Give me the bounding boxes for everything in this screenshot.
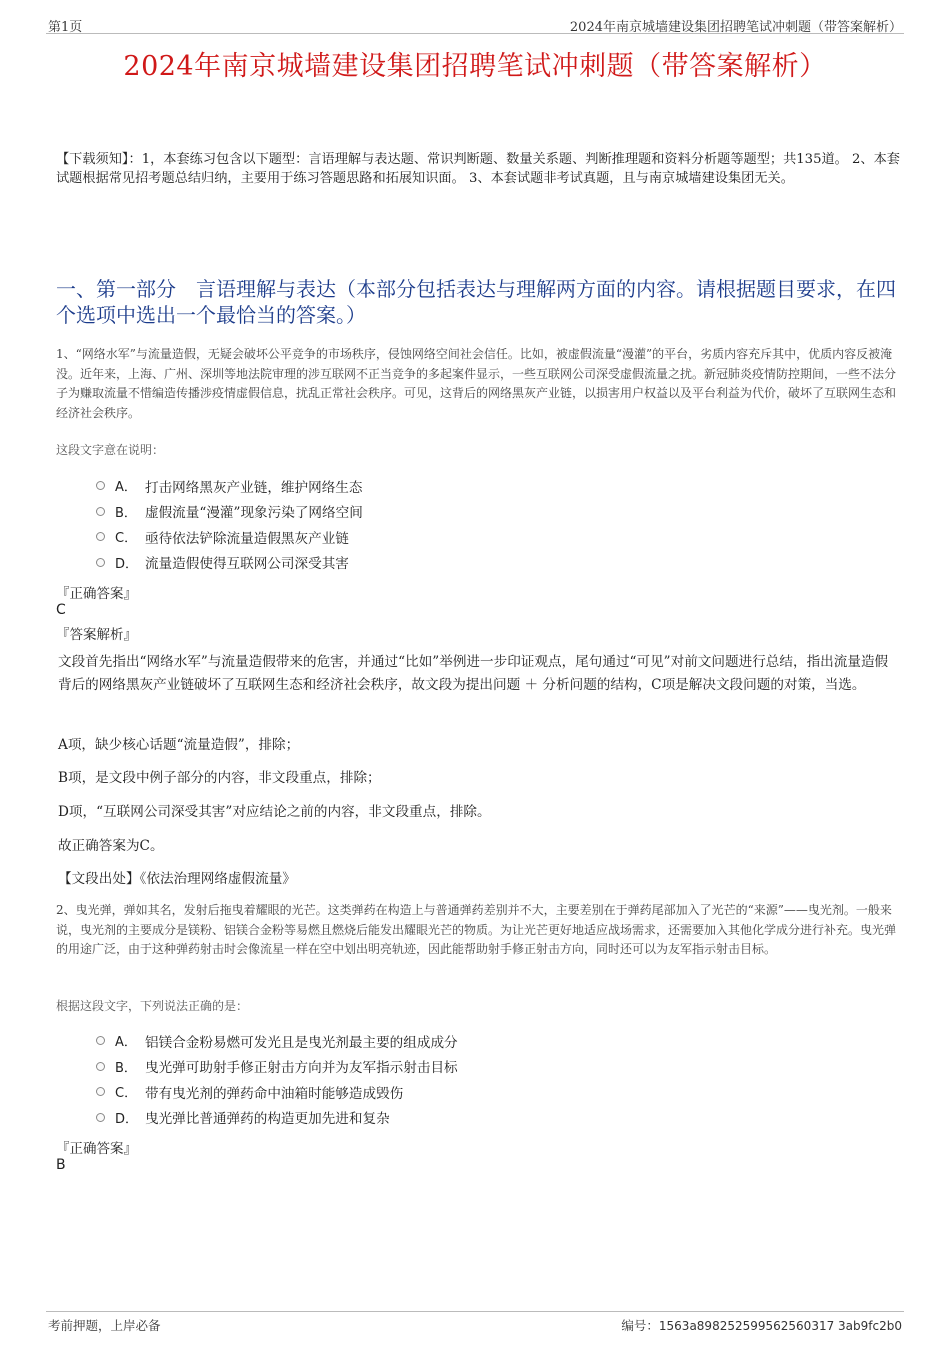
question-1-analysis-label: 『答案解析』 [56,627,137,643]
header-doc-title: 2024年南京城墙建设集团招聘笔试冲刺题（带答案解析） [569,20,902,35]
question-1-option-b[interactable]: B． 虚假流量“漫灌”现象污染了网络空间 [96,499,363,525]
question-2-option-b[interactable]: B． 曳光弹可助射手修正射击方向并为友军指示射击目标 [96,1054,458,1080]
footer-serial-value: 1563a898252599562560317 3ab9fc2b0 [658,1319,902,1333]
radio-icon[interactable] [96,532,105,541]
question-2-option-a[interactable]: A． 铝镁合金粉易燃可发光且是曳光剂最主要的组成成分 [96,1028,458,1054]
question-1-answer-label: 『正确答案』 [56,586,137,602]
download-notice: 【下载须知】：1，本套练习包含以下题型：言语理解与表达题、常识判断题、数量关系题、判断推理题和资料分析题等题型；共135道。 2、本套试题根据常见招考题总结归纳，主要用于练习答题思路和拓展知识面。 3、本套试题非考试真题，且与南京城墙建设集团无关。 [56,152,900,186]
question-1-options [96,473,363,575]
question-2-stem: 2、曳光弹，弹如其名，发射后拖曳着耀眼的光芒。这类弹药在构造上与普通弹药差别并不大，主要差别在于弹药尾部加入了光芒的“来源”——曳光剂。一般来说，曳光剂的主要成分是镁粉、铝镁合金粉等易燃且燃烧后能发出耀眼光芒的物质。为让光芒更好地适应战场需求，还需要加入其他化学成分进行补充。曳光弹的用途广泛，由于这种弹药射击时会像流星一样在空中划出明亮轨迹，因此能帮助射手修正射击方向，同时还可以为友军指示射击目标。 [56,903,897,957]
question-1-prompt: 这段文字意在说明： [56,443,165,457]
question-1-answer: C [56,602,66,618]
question-1-analysis: 文段首先指出“网络水军”与流量造假带来的危害，并通过“比如”举例进一步印证观点，尾句通过“可见”对前文问题进行总结，指出流量造假背后的网络黑灰产业链破坏了互联网生态和经济社会秩序，故文段为提出问题 ＋ 分析问题的结构，C项是解决文段问题的对策，当选。 [58,654,889,693]
page-footer [46,1311,904,1333]
question-2-answer-label: 『正确答案』 [56,1141,137,1157]
question-1-option-a[interactable]: A． 打击网络黑灰产业链，维护网络生态 [96,473,363,499]
question-2-options [96,1028,458,1130]
radio-icon[interactable] [96,1087,105,1096]
question-2-option-d[interactable]: D． 曳光弹比普通弹药的构造更加先进和复杂 [96,1105,458,1131]
question-1-source: 【文段出处】《依法治理网络虚假流量》 [58,871,296,887]
section-title: 一、第一部分 言语理解与表达（本部分包括表达与理解两方面的内容。请根据题目要求，在四个选项中选出一个最恰当的答案。） [56,277,896,327]
question-2-prompt: 根据这段文字，下列说法正确的是： [56,999,249,1013]
question-1-conclusion: 故正确答案为C。 [58,838,164,854]
question-1-option-c[interactable]: C． 亟待依法铲除流量造假黑灰产业链 [96,524,363,550]
question-1-option-d[interactable]: D． 流量造假使得互联网公司深受其害 [96,550,363,576]
document-title: 2024年南京城墙建设集团招聘笔试冲刺题（带答案解析） [123,51,827,82]
footer-serial-label: 编号： [621,1318,659,1333]
question-2-option-c[interactable]: C． 带有曳光剂的弹药命中油箱时能够造成毁伤 [96,1079,458,1105]
question-1-analysis-b: B项，是文段中例子部分的内容，非文段重点，排除； [58,770,381,786]
footer-serial [621,1316,902,1334]
footer-slogan: 考前押题，上岸必备 [48,1318,161,1333]
radio-icon[interactable] [96,1113,105,1122]
radio-icon[interactable] [96,507,105,516]
radio-icon[interactable] [96,1062,105,1071]
question-2-answer: B [56,1157,66,1173]
radio-icon[interactable] [96,1036,105,1045]
radio-icon[interactable] [96,558,105,567]
question-1-analysis-a: A项，缺少核心话题“流量造假”，排除； [58,737,300,753]
page-header [46,14,904,34]
question-1-analysis-d: D项，“互联网公司深受其害”对应结论之前的内容，非文段重点，排除。 [58,804,491,820]
question-1-stem: 1、“网络水军”与流量造假，无疑会破坏公平竞争的市场秩序，侵蚀网络空间社会信任。比如，被虚假流量“漫灌”的平台，劣质内容充斥其中，优质内容反被淹没。近年来，上海、广州、深圳等地法院审理的涉互联网不正当竞争的多起案件显示，一些互联网公司深受虚假流量之扰。新冠肺炎疫情防控期间，一些不法分子为赚取流量不惜编造传播涉疫情虚假信息，扰乱正常社会秩序。可见，这背后的网络黑灰产业链，以损害用户权益以及平台利益为代价，破坏了互联网生态和经济社会秩序。 [56,347,897,420]
page-number: 第1页 [48,20,83,35]
radio-icon[interactable] [96,481,105,490]
